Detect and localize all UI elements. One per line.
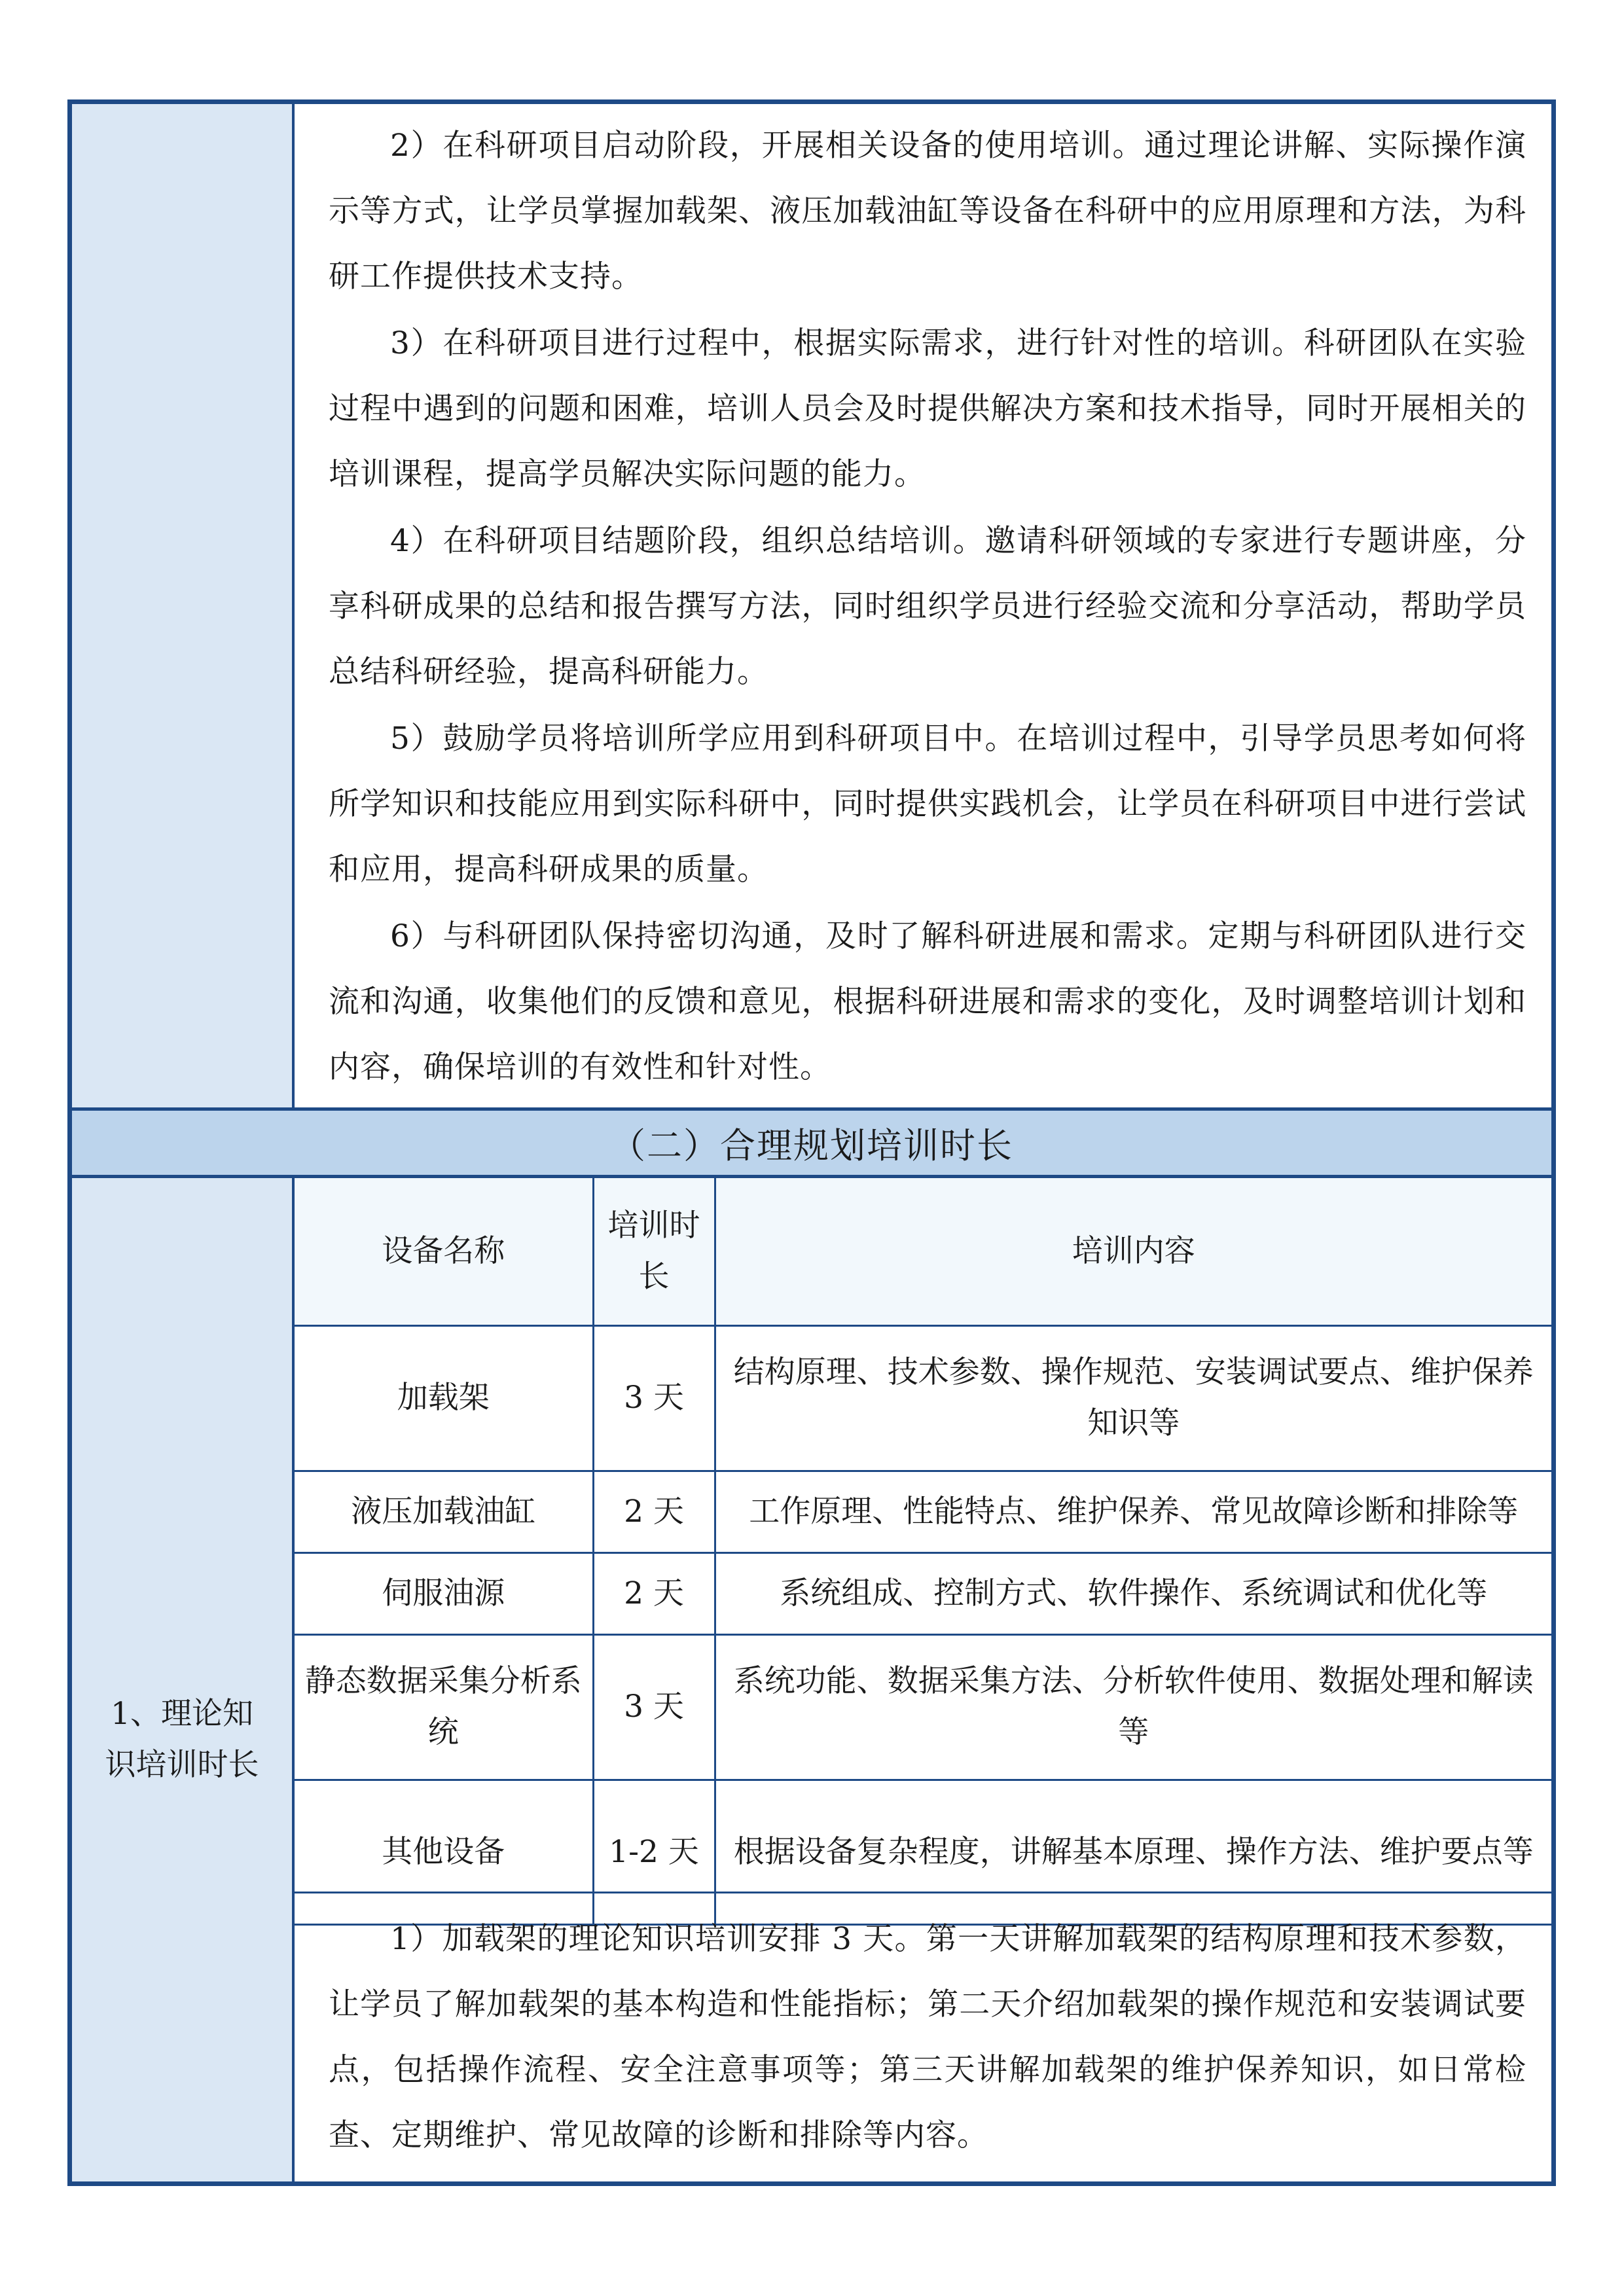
paragraph-5: 5）鼓励学员将培训所学应用到科研项目中。在培训过程中，引导学员思考如何将所学知识和技能应用到实际科研中，同时提供实践机会，让学员在科研项目中进行尝试和应用，提高科研成果的质量。 (329, 721, 1526, 888)
paragraph-6: 6）与科研团队保持密切沟通，及时了解科研进展和需求。定期与科研团队进行交流和沟通，收集他们的反馈和意见，根据科研进展和需求的变化，及时调整培训计划和内容，确保培训的有效性和针对性。 (329, 918, 1526, 1085)
row-label-theory-duration: 1、理论知识培训时长 (105, 1696, 259, 1783)
training-duration-table (295, 1178, 1551, 1892)
table-row (295, 1325, 1551, 1471)
duration-cell: 3 天 (593, 1325, 715, 1471)
content-cell: 系统组成、控制方式、软件操作、系统调试和优化等 (715, 1552, 1551, 1634)
device-name-cell: 液压加载油缸 (295, 1471, 593, 1552)
paragraph-4: 4）在科研项目结题阶段，组织总结培训。邀请科研领域的专家进行专题讲座，分享科研成果的总结和报告撰写方法，同时组织学员进行经验交流和分享活动，帮助学员总结科研经验，提高科研能力。 (329, 523, 1526, 690)
header-duration: 培训时长 (593, 1178, 715, 1325)
content-cell: 根据设备复杂程度，讲解基本原理、操作方法、维护要点等 (715, 1780, 1551, 1924)
table-row (295, 1552, 1551, 1634)
header-device-name: 设备名称 (295, 1178, 593, 1325)
paragraph-loading-frame: 1）加载架的理论知识培训安排 3 天。第一天讲解加载架的结构原理和技术参数，让学员了解加载架的基本构造和性能指标；第二天介绍加载架的操作规范和安装调试要点，包括操作流程、安全注意事项等；第三天讲解加载架的维护保养知识，如日常检查、定期维护、常见故障的诊断和排除等内容。 (329, 1921, 1526, 2153)
paragraph-3: 3）在科研项目进行过程中，根据实际需求，进行针对性的培训。科研团队在实验过程中遇到的问题和困难，培训人员会及时提供解决方案和技术指导，同时开展相关的培训课程，提高学员解决实际问题的能力。 (329, 325, 1526, 492)
table-row (295, 1634, 1551, 1780)
content-cell: 结构原理、技术参数、操作规范、安装调试要点、维护保养知识等 (715, 1325, 1551, 1471)
duration-cell: 2 天 (593, 1471, 715, 1552)
duration-cell: 1-2 天 (593, 1780, 715, 1924)
content-cell: 工作原理、性能特点、维护保养、常见故障诊断和排除等 (715, 1471, 1551, 1552)
device-name-cell: 其他设备 (295, 1780, 593, 1924)
device-name-cell: 静态数据采集分析系统 (295, 1634, 593, 1780)
table-row (295, 1471, 1551, 1552)
left-label-column-top (72, 104, 295, 1107)
document-frame (67, 99, 1556, 2186)
section-title: （二）合理规划培训时长 (72, 1107, 1551, 1178)
left-label-column-bottom (72, 1178, 295, 2181)
content-cell: 系统功能、数据采集方法、分析软件使用、数据处理和解读等 (715, 1634, 1551, 1780)
duration-cell: 2 天 (593, 1552, 715, 1634)
device-name-cell: 伺服油源 (295, 1552, 593, 1634)
theory-duration-explanation (295, 1892, 1551, 2181)
training-plan-paragraphs (295, 104, 1551, 1107)
header-content: 培训内容 (715, 1178, 1551, 1325)
paragraph-2: 2）在科研项目启动阶段，开展相关设备的使用培训。通过理论讲解、实际操作演示等方式，让学员掌握加载架、液压加载油缸等设备在科研中的应用原理和方法，为科研工作提供技术支持。 (329, 128, 1526, 295)
device-name-cell: 加载架 (295, 1325, 593, 1471)
table-header-row (295, 1178, 1551, 1325)
duration-cell: 3 天 (593, 1634, 715, 1780)
